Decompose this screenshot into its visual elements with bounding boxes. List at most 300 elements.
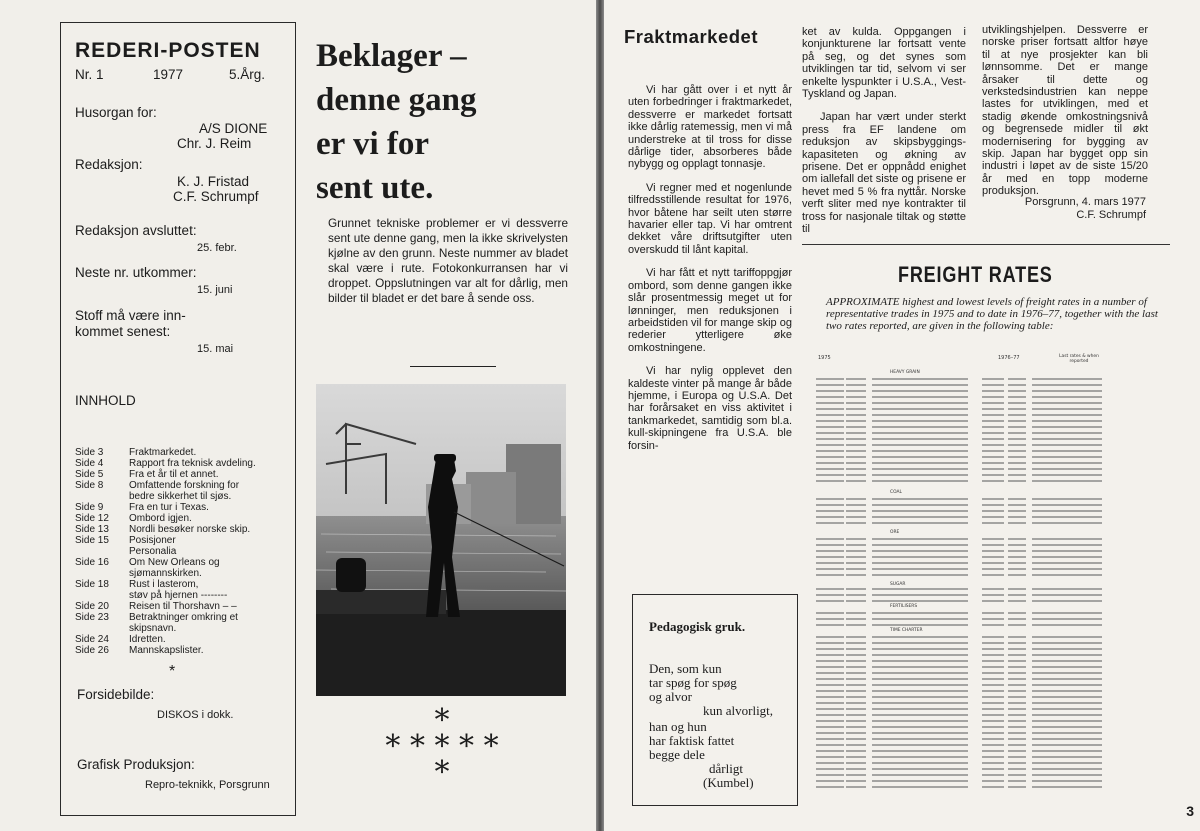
rate-row-fill — [872, 432, 968, 434]
toc-row — [75, 447, 285, 458]
rate-row-fill — [816, 672, 844, 674]
rate-row-fill — [872, 538, 968, 540]
rate-row-fill — [1032, 538, 1102, 540]
rate-row-fill — [816, 636, 844, 638]
headline-line-1: Beklager – — [316, 38, 467, 74]
rate-row-fill — [982, 438, 1004, 440]
rate-row-fill — [1032, 672, 1102, 674]
rate-row-fill — [846, 426, 866, 428]
rate-row-fill — [816, 624, 844, 626]
rate-row-fill — [1032, 414, 1102, 416]
rate-row-fill — [872, 654, 968, 656]
rate-section-heading: COAL — [890, 490, 902, 495]
rate-row-fill — [872, 474, 968, 476]
rate-row-fill — [1032, 648, 1102, 650]
rate-row-fill — [872, 720, 968, 722]
editor-1: K. J. Fristad — [177, 174, 250, 189]
rate-row-fill — [1008, 786, 1026, 788]
production-label: Grafisk Produksjon: — [77, 757, 195, 772]
rate-row-fill — [846, 420, 866, 422]
rate-row-fill — [1008, 690, 1026, 692]
rate-row-fill — [816, 780, 844, 782]
toc-page — [75, 623, 129, 634]
rate-row-fill — [1032, 666, 1102, 668]
rate-row-fill — [816, 480, 844, 482]
rate-row-fill — [1008, 708, 1026, 710]
rate-row-fill — [816, 708, 844, 710]
ornament-top: * — [434, 703, 450, 738]
rate-row-fill — [982, 726, 1004, 728]
rate-row-fill — [982, 498, 1004, 500]
rate-row-fill — [982, 390, 1004, 392]
rate-row-fill — [982, 660, 1004, 662]
rate-row-fill — [846, 550, 866, 552]
toc-title: skipsnavn. — [129, 623, 177, 634]
closed-label: Redaksjon avsluttet: — [75, 223, 197, 238]
rate-row-fill — [872, 414, 968, 416]
toc-page — [75, 590, 129, 601]
rate-row-fill — [816, 738, 844, 740]
rate-row-fill — [1032, 568, 1102, 570]
rate-row-fill — [846, 562, 866, 564]
freight-rates-title: FREIGHT RATES — [898, 262, 1053, 287]
rate-row-fill — [816, 756, 844, 758]
rate-row-fill — [872, 568, 968, 570]
toc-title: Fra en tur i Texas. — [129, 502, 209, 513]
toc-title: Ombord igjen. — [129, 513, 192, 524]
rate-row-fill — [1008, 600, 1026, 602]
rate-row-fill — [982, 456, 1004, 458]
rate-row-fill — [1032, 660, 1102, 662]
poem-line: Den, som kun — [649, 661, 722, 676]
toc-row — [75, 535, 285, 546]
rate-row-fill — [982, 378, 1004, 380]
rate-row-fill — [816, 438, 844, 440]
rate-row-fill — [1032, 402, 1102, 404]
section-divider — [802, 244, 1170, 245]
header-1975: 1975 — [818, 355, 831, 361]
rate-row-fill — [816, 648, 844, 650]
rate-row-fill — [1008, 550, 1026, 552]
notice-headline — [316, 34, 578, 210]
rate-row-fill — [1008, 642, 1026, 644]
rate-row-fill — [816, 588, 844, 590]
rate-row-fill — [1032, 642, 1102, 644]
rate-row-fill — [816, 678, 844, 680]
rate-row-fill — [816, 696, 844, 698]
rate-row-fill — [816, 396, 844, 398]
rate-row-fill — [1008, 726, 1026, 728]
rate-row-fill — [846, 450, 866, 452]
contents-heading: INNHOLD — [75, 393, 136, 408]
toc-row — [75, 524, 285, 535]
rate-row-fill — [816, 568, 844, 570]
rate-row-fill — [846, 390, 866, 392]
rate-row-fill — [1032, 450, 1102, 452]
rate-row-fill — [872, 702, 968, 704]
editors-label: Redaksjon: — [75, 157, 143, 172]
rate-row-fill — [816, 562, 844, 564]
rate-row-fill — [1032, 702, 1102, 704]
rate-row-fill — [982, 720, 1004, 722]
rate-row-fill — [872, 426, 968, 428]
rate-row-fill — [1032, 378, 1102, 380]
rate-row-fill — [1032, 498, 1102, 500]
rate-section-heading: ORE — [890, 530, 900, 535]
rate-row-fill — [1008, 432, 1026, 434]
rate-row-fill — [982, 516, 1004, 518]
rate-row-fill — [816, 522, 844, 524]
next-issue-value: 15. juni — [197, 284, 233, 296]
rate-row-fill — [872, 780, 968, 782]
rate-row-fill — [1008, 556, 1026, 558]
toc-page: Side 20 — [75, 601, 109, 612]
rate-row-fill — [1032, 678, 1102, 680]
rate-row-fill — [846, 522, 866, 524]
toc-page: Side 9 — [75, 502, 104, 513]
rate-row-fill — [872, 744, 968, 746]
rate-row-fill — [872, 690, 968, 692]
rate-row-fill — [982, 450, 1004, 452]
rate-row-fill — [816, 774, 844, 776]
rate-row-fill — [816, 600, 844, 602]
rate-row-fill — [1032, 480, 1102, 482]
toc-page: Side 18 — [75, 579, 109, 590]
rate-row-fill — [846, 456, 866, 458]
rate-row-fill — [816, 556, 844, 558]
rate-row-fill — [1008, 504, 1026, 506]
rate-row-fill — [846, 594, 866, 596]
rate-row-fill — [846, 672, 866, 674]
deadline-value: 15. mai — [197, 343, 234, 355]
poem-line: (Kumbel) — [703, 775, 754, 790]
harbor-photo — [316, 384, 566, 696]
rate-row-fill — [816, 384, 844, 386]
rate-row-fill — [846, 612, 866, 614]
rate-row-fill — [982, 702, 1004, 704]
rate-row-fill — [982, 672, 1004, 674]
notice-divider — [410, 366, 496, 367]
rate-row-fill — [1008, 714, 1026, 716]
deadline-label-2: kommet senest: — [75, 324, 171, 339]
rate-row-fill — [982, 474, 1004, 476]
rate-row-fill — [846, 408, 866, 410]
rate-row-fill — [1008, 390, 1026, 392]
rate-row-fill — [982, 780, 1004, 782]
toc-title: støv på hjernen -------- — [129, 590, 228, 601]
toc-page: Side 12 — [75, 513, 109, 524]
rate-row-fill — [1032, 600, 1102, 602]
rate-row-fill — [1008, 574, 1026, 576]
rate-row-fill — [1008, 516, 1026, 518]
rate-row-fill — [982, 462, 1004, 464]
rate-row-fill — [1032, 756, 1102, 758]
rate-row-fill — [846, 544, 866, 546]
toc-title: Mannskapslister. — [129, 645, 204, 656]
page-gutter — [596, 0, 604, 831]
rate-row-fill — [1008, 568, 1026, 570]
rate-row-fill — [1008, 732, 1026, 734]
rate-row-fill — [982, 408, 1004, 410]
rate-row-fill — [846, 636, 866, 638]
rate-row-fill — [1032, 550, 1102, 552]
toc-row — [75, 513, 285, 524]
rate-row-fill — [982, 666, 1004, 668]
rate-row-fill — [1032, 396, 1102, 398]
paragraph: Vi har gått over i et nytt år uten forbedringer i fraktmarkedet, dessverre er markedet fortsatt ikke dårlig ratemessig, men vi må understreke at til tross for disse dårlige tider, absorberes både nybygg og opplagt tonnasje. — [628, 84, 792, 171]
rate-row-fill — [816, 618, 844, 620]
rate-row-fill — [982, 402, 1004, 404]
rate-row-fill — [982, 574, 1004, 576]
rate-row-fill — [1008, 456, 1026, 458]
rate-row-fill — [1032, 462, 1102, 464]
headline-line-3: er vi for — [316, 126, 430, 162]
rate-row-fill — [816, 444, 844, 446]
rate-row-fill — [816, 456, 844, 458]
rate-row-fill — [846, 660, 866, 662]
rate-row-fill — [872, 666, 968, 668]
rate-row-fill — [1032, 504, 1102, 506]
rate-row-fill — [846, 642, 866, 644]
rate-row-fill — [1032, 556, 1102, 558]
rate-row-fill — [846, 384, 866, 386]
rate-row-fill — [816, 684, 844, 686]
rate-row-fill — [846, 684, 866, 686]
left-page — [0, 0, 596, 831]
toc-row — [75, 458, 285, 469]
toc-page: Side 4 — [75, 458, 104, 469]
rate-row-fill — [1008, 408, 1026, 410]
rate-row-fill — [872, 726, 968, 728]
rate-row-fill — [872, 544, 968, 546]
rate-row-fill — [1032, 732, 1102, 734]
organ-value-1: A/S DIONE — [199, 121, 268, 136]
rate-row-fill — [816, 504, 844, 506]
rate-row-fill — [1008, 538, 1026, 540]
issue-year: 1977 — [153, 67, 184, 82]
toc-row — [75, 601, 285, 612]
rate-row-fill — [872, 444, 968, 446]
toc-title: Personalia — [129, 546, 177, 557]
rate-row-fill — [1032, 684, 1102, 686]
rate-row-fill — [982, 544, 1004, 546]
rate-row-fill — [846, 726, 866, 728]
rate-row-fill — [816, 468, 844, 470]
rate-row-fill — [872, 378, 968, 380]
rate-row-fill — [1008, 510, 1026, 512]
rate-row-fill — [982, 642, 1004, 644]
rate-row-fill — [816, 726, 844, 728]
rate-row-fill — [846, 732, 866, 734]
rate-row-fill — [1032, 780, 1102, 782]
toc-row — [75, 469, 285, 480]
rate-row-fill — [872, 624, 968, 626]
rate-row-fill — [982, 550, 1004, 552]
rate-row-fill — [872, 768, 968, 770]
next-issue-label: Neste nr. utkommer: — [75, 265, 197, 280]
rate-row-fill — [846, 378, 866, 380]
toc-page: Side 13 — [75, 524, 109, 535]
toc-row — [75, 634, 285, 645]
toc-row — [75, 612, 285, 623]
rate-row-fill — [816, 768, 844, 770]
rate-row-fill — [872, 390, 968, 392]
publication-title: REDERI-POSTEN — [75, 39, 261, 62]
toc-page: Side 3 — [75, 447, 104, 458]
rate-row-fill — [872, 408, 968, 410]
rate-row-fill — [846, 780, 866, 782]
rate-row-fill — [1008, 450, 1026, 452]
toc-row — [75, 502, 285, 513]
rate-row-fill — [816, 714, 844, 716]
cover-label: Forsidebilde: — [77, 687, 155, 702]
poem-line: og alvor — [649, 689, 692, 704]
rate-row-fill — [816, 462, 844, 464]
issue-number: Nr. 1 — [75, 67, 104, 82]
toc-page: Side 24 — [75, 634, 109, 645]
rate-row-fill — [982, 714, 1004, 716]
rate-row-fill — [1032, 574, 1102, 576]
rate-row-fill — [872, 462, 968, 464]
toc-title: Nordli besøker norske skip. — [129, 524, 251, 535]
rate-row-fill — [846, 516, 866, 518]
rate-row-fill — [1032, 708, 1102, 710]
rate-row-fill — [846, 666, 866, 668]
rate-row-fill — [872, 556, 968, 558]
rate-row-fill — [982, 504, 1004, 506]
rate-row-fill — [816, 732, 844, 734]
rate-row-fill — [982, 684, 1004, 686]
rate-row-fill — [1032, 714, 1102, 716]
rate-row-fill — [1032, 618, 1102, 620]
rate-section-heading: FERTILISERS — [890, 604, 918, 609]
rate-row-fill — [1032, 384, 1102, 386]
toc-row — [75, 546, 285, 557]
notice-body: Grunnet tekniske problemer er vi dessverre sent ute denne gang, men la ikke skrivelysten kjølne av den grunn. Neste nummer av bladet skal være i rute. Fotokonkurransen har vi droppet. Oppslutningen var alt for dårlig, men bilder til bladet er det bare å sende oss. — [328, 216, 568, 305]
rate-row-fill — [872, 732, 968, 734]
rate-row-fill — [1008, 618, 1026, 620]
rate-row-fill — [982, 678, 1004, 680]
rate-section-heading: HEAVY GRAIN — [890, 370, 920, 375]
closed-value: 25. febr. — [197, 242, 237, 254]
rate-row-fill — [982, 396, 1004, 398]
rate-row-fill — [872, 660, 968, 662]
rate-row-fill — [872, 498, 968, 500]
rate-row-fill — [1032, 468, 1102, 470]
rate-row-fill — [1032, 426, 1102, 428]
rate-row-fill — [1008, 696, 1026, 698]
rate-row-fill — [816, 720, 844, 722]
rate-row-fill — [846, 568, 866, 570]
rate-row-fill — [872, 450, 968, 452]
rate-row-fill — [1008, 522, 1026, 524]
page-number: 3 — [1186, 803, 1194, 819]
rate-row-fill — [1032, 516, 1102, 518]
rate-row-fill — [872, 786, 968, 788]
rate-row-fill — [846, 444, 866, 446]
rate-section-heading: SUGAR — [890, 582, 906, 587]
rate-row-fill — [872, 762, 968, 764]
fraktmarkedet-column-2 — [802, 26, 966, 247]
rate-row-fill — [872, 574, 968, 576]
rate-row-fill — [1008, 624, 1026, 626]
rate-row-fill — [816, 408, 844, 410]
rate-row-fill — [1008, 666, 1026, 668]
rate-row-fill — [846, 714, 866, 716]
rate-row-fill — [846, 474, 866, 476]
rate-row-fill — [872, 612, 968, 614]
rate-row-fill — [1032, 738, 1102, 740]
rate-row-fill — [1008, 750, 1026, 752]
rate-row-fill — [816, 414, 844, 416]
rate-row-fill — [872, 402, 968, 404]
rate-row-fill — [982, 738, 1004, 740]
rate-row-fill — [1008, 636, 1026, 638]
rate-row-fill — [1008, 588, 1026, 590]
toc-row — [75, 590, 285, 601]
poem-line: tar spøg for spøg — [649, 675, 737, 690]
rate-row-fill — [1032, 774, 1102, 776]
rate-row-fill — [1032, 474, 1102, 476]
rate-row-fill — [1032, 726, 1102, 728]
star-divider: * — [169, 663, 176, 680]
table-of-contents — [75, 447, 285, 656]
rate-row-fill — [982, 732, 1004, 734]
rate-row-fill — [816, 450, 844, 452]
rate-row-fill — [846, 708, 866, 710]
rate-row-fill — [1008, 414, 1026, 416]
rate-row-fill — [982, 420, 1004, 422]
rate-row-fill — [1032, 444, 1102, 446]
rate-row-fill — [982, 654, 1004, 656]
rate-row-fill — [1032, 690, 1102, 692]
rate-row-fill — [846, 618, 866, 620]
rate-row-fill — [846, 600, 866, 602]
rate-row-fill — [846, 690, 866, 692]
rate-row-fill — [872, 562, 968, 564]
rate-row-fill — [982, 432, 1004, 434]
right-page — [604, 0, 1200, 831]
rate-row-fill — [1008, 438, 1026, 440]
rate-row-fill — [872, 456, 968, 458]
rate-row-fill — [1032, 594, 1102, 596]
rate-row-fill — [872, 600, 968, 602]
toc-title: Rust i lasterom, — [129, 579, 199, 590]
rate-row-fill — [982, 568, 1004, 570]
rate-row-fill — [872, 550, 968, 552]
toc-title: Omfattende forskning for — [129, 480, 240, 491]
rate-row-fill — [1032, 744, 1102, 746]
toc-title: Om New Orleans og — [129, 557, 220, 568]
issue-volume: 5.Årg. — [229, 67, 266, 82]
rate-row-fill — [1008, 756, 1026, 758]
rate-row-fill — [1008, 498, 1026, 500]
rate-row-fill — [982, 762, 1004, 764]
rate-row-fill — [846, 538, 866, 540]
rate-row-fill — [846, 648, 866, 650]
rate-row-fill — [982, 756, 1004, 758]
rate-row-fill — [872, 618, 968, 620]
rate-row-fill — [872, 522, 968, 524]
rate-row-fill — [846, 654, 866, 656]
rate-row-fill — [1032, 612, 1102, 614]
toc-page: Side 26 — [75, 645, 109, 656]
rate-row-fill — [1008, 738, 1026, 740]
rate-row-fill — [1032, 522, 1102, 524]
paragraph: Vi har fått et nytt tariffoppgjør ombord, som denne gangen ikke slår prosentmessig meget ut for lønninger, men reduksjonen i arbeidstiden vil for mange skip og rederier ytterligere øke omkostningene. — [628, 267, 792, 354]
poem-title: Pedagogisk gruk. — [649, 619, 746, 634]
toc-page — [75, 546, 129, 557]
